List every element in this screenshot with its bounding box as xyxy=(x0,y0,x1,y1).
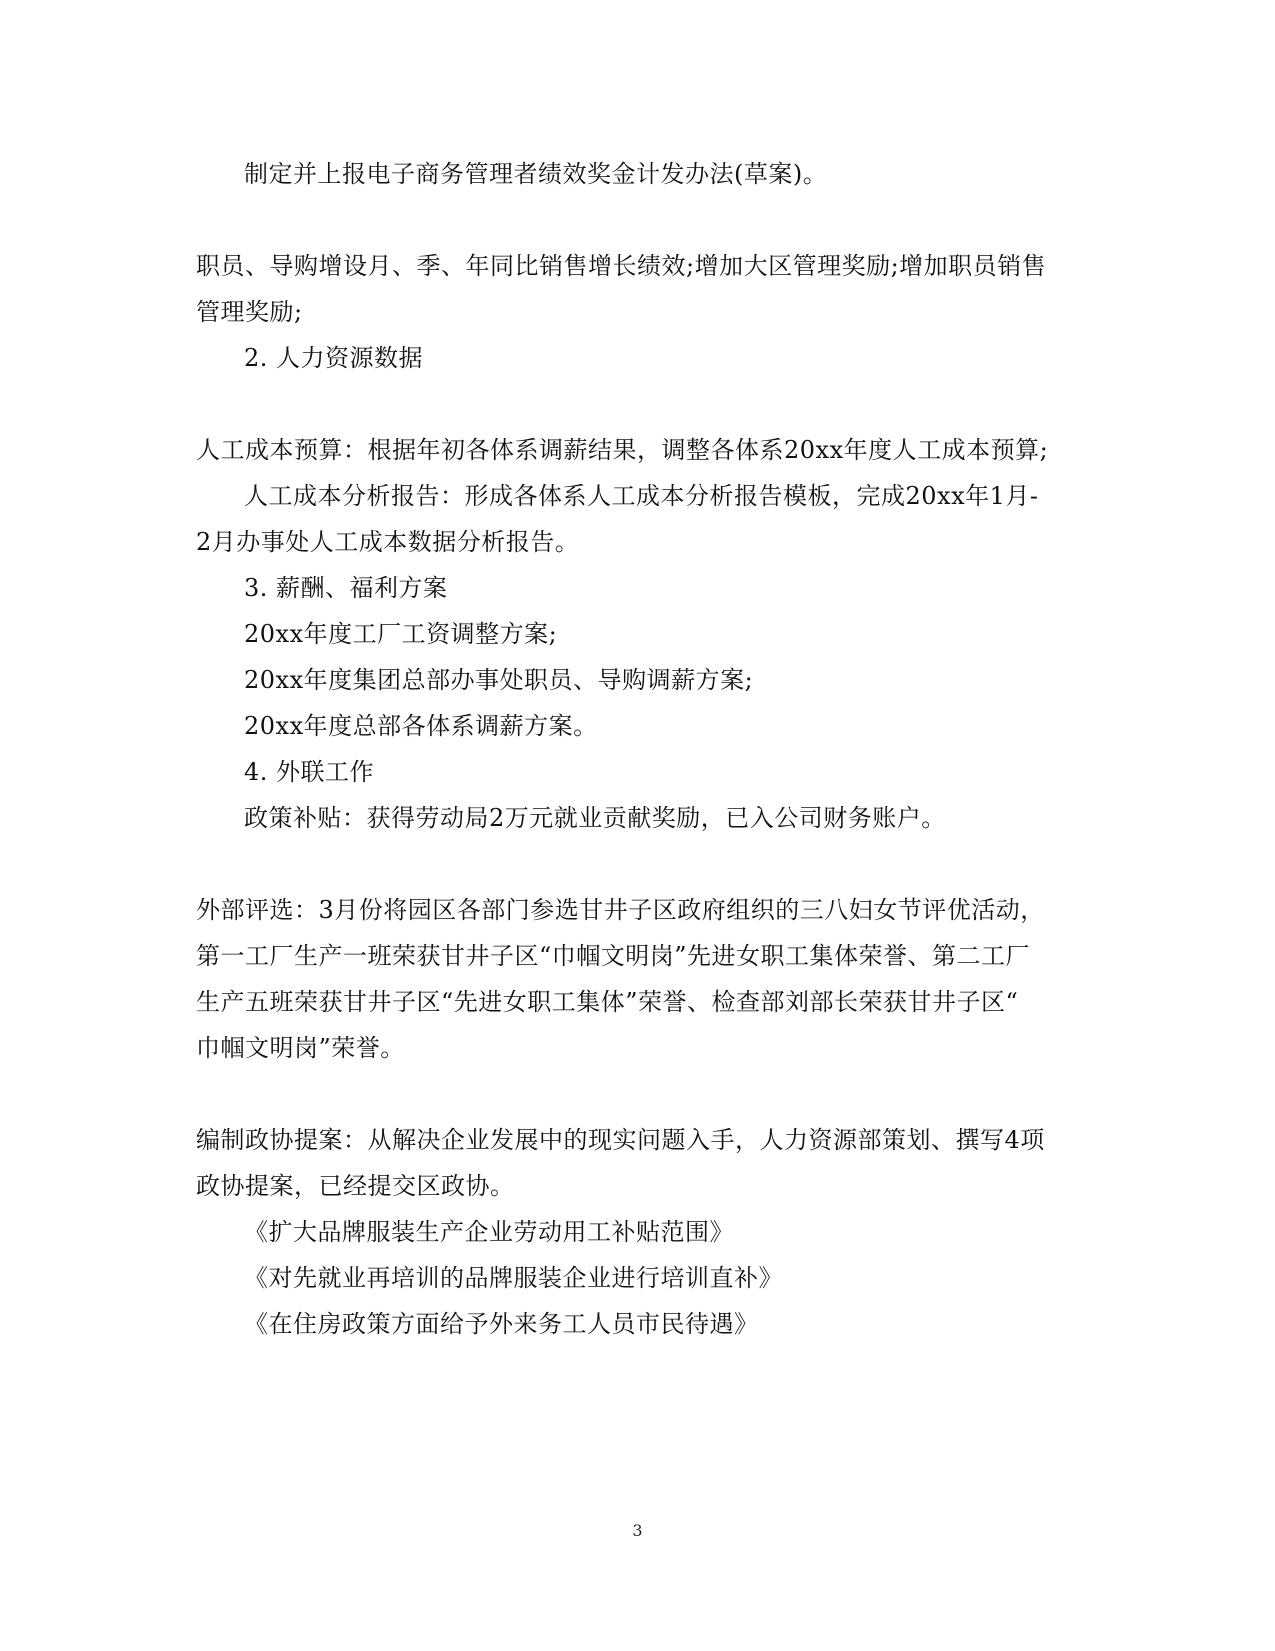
paragraph-line: 2月办事处人工成本数据分析报告。 xyxy=(196,528,580,556)
section-heading: 3. 薪酬、福利方案 xyxy=(244,574,448,602)
paragraph-line: 20xx年度总部各体系调薪方案。 xyxy=(244,712,598,740)
paragraph-line: 编制政协提案：从解决企业发展中的现实问题入手，人力资源部策划、撰写4项 xyxy=(196,1126,1045,1154)
paragraph-line: 生产五班荣获甘井子区“先进女职工集体”荣誉、检查部刘部长荣获甘井子区“ xyxy=(196,988,1019,1016)
paragraph-line: 巾帼文明岗”荣誉。 xyxy=(196,1034,405,1062)
paragraph-line: 人工成本预算：根据年初各体系调薪结果，调整各体系20xx年度人工成本预算; xyxy=(196,436,1049,464)
paragraph-line: 政协提案，已经提交区政协。 xyxy=(196,1172,515,1200)
paragraph-line: 20xx年度工厂工资调整方案; xyxy=(244,620,558,648)
paragraph-line: 职员、导购增设月、季、年同比销售增长绩效;增加大区管理奖励;增加职员销售 xyxy=(196,252,1047,280)
paragraph-line: 外部评选：3月份将园区各部门参选甘井子区政府组织的三八妇女节评优活动， xyxy=(196,896,1045,924)
paragraph-line: 20xx年度集团总部办事处职员、导购调薪方案; xyxy=(244,666,754,694)
paragraph-line: 管理奖励; xyxy=(196,298,303,326)
proposal-title: 《扩大品牌服装生产企业劳动用工补贴范围》 xyxy=(244,1218,734,1246)
page-number: 3 xyxy=(632,1521,643,1540)
paragraph-line: 第一工厂生产一班荣获甘井子区“巾帼文明岗”先进女职工集体荣誉、第二工厂 xyxy=(196,942,1031,970)
proposal-title: 《对先就业再培训的品牌服装企业进行培训直补》 xyxy=(244,1264,783,1292)
paragraph-line: 人工成本分析报告：形成各体系人工成本分析报告模板，完成20xx年1月- xyxy=(244,482,1039,510)
section-heading: 4. 外联工作 xyxy=(244,758,375,786)
paragraph-line: 政策补贴：获得劳动局2万元就业贡献奖励，已入公司财务账户。 xyxy=(244,804,946,832)
paragraph-line: 制定并上报电子商务管理者绩效奖金计发办法(草案)。 xyxy=(244,160,828,188)
proposal-title: 《在住房政策方面给予外来务工人员市民待遇》 xyxy=(244,1310,759,1338)
section-heading: 2. 人力资源数据 xyxy=(244,344,424,372)
